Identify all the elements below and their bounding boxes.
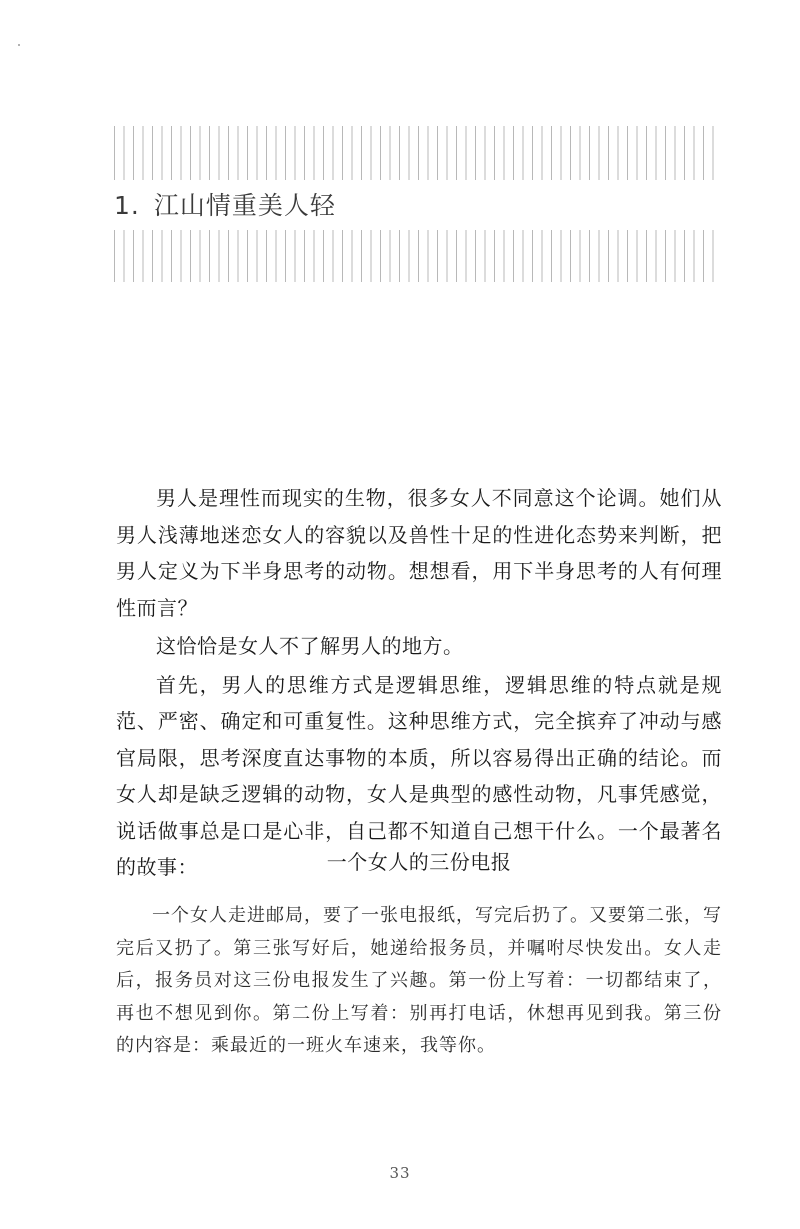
chapter-heading-band — [114, 126, 722, 282]
paragraph-2: 这恰恰是女人不了解男人的地方。 — [156, 634, 464, 658]
paragraph-1: 男人是理性而现实的生物，很多女人不同意这个论调。她们从男人浅薄地迷恋女人的容貌以及兽性十足的性进化态势来判断，把男人定义为下半身思考的动物。想想看，用下半身思考的人有何理性而言？ — [116, 486, 722, 620]
body-text — [116, 480, 722, 888]
story-title: 一个女人的三份电报 — [326, 850, 512, 874]
page-number: 33 — [389, 1164, 411, 1182]
chapter-number: 1. — [114, 191, 140, 220]
chapter-title-text: 江山情重美人轻 — [153, 191, 336, 220]
scan-speck — [18, 44, 20, 46]
story-text: 一个女人走进邮局，要了一张电报纸，写完后扔了。又要第二张，写完后又扔了。第三张写好后，她递给报务员，并嘱咐尽快发出。女人走后，报务员对这三份电报发生了兴趣。第一份上写着：一切都结束了，再也不想见到你。第二份上写着：别再打电话，休想再见到我。第三份的内容是：乘最近的一班火车速来，我等你。 — [116, 905, 722, 1056]
chapter-title — [114, 186, 336, 226]
decorative-stripes-bottom — [114, 230, 722, 282]
paragraph-3: 首先，男人的思维方式是逻辑思维，逻辑思维的特点就是规范、严密、确定和可重复性。这种思维方式，完全摈弃了冲动与感官局限，思考深度直达事物的本质，所以容易得出正确的结论。而女人却是缺乏逻辑的动物，女人是典型的感性动物，凡事凭感觉，说话做事总是口是心非，自己都不知道自己想干什么。一个最著名的故事： — [116, 672, 722, 879]
decorative-stripes-top — [114, 126, 722, 180]
